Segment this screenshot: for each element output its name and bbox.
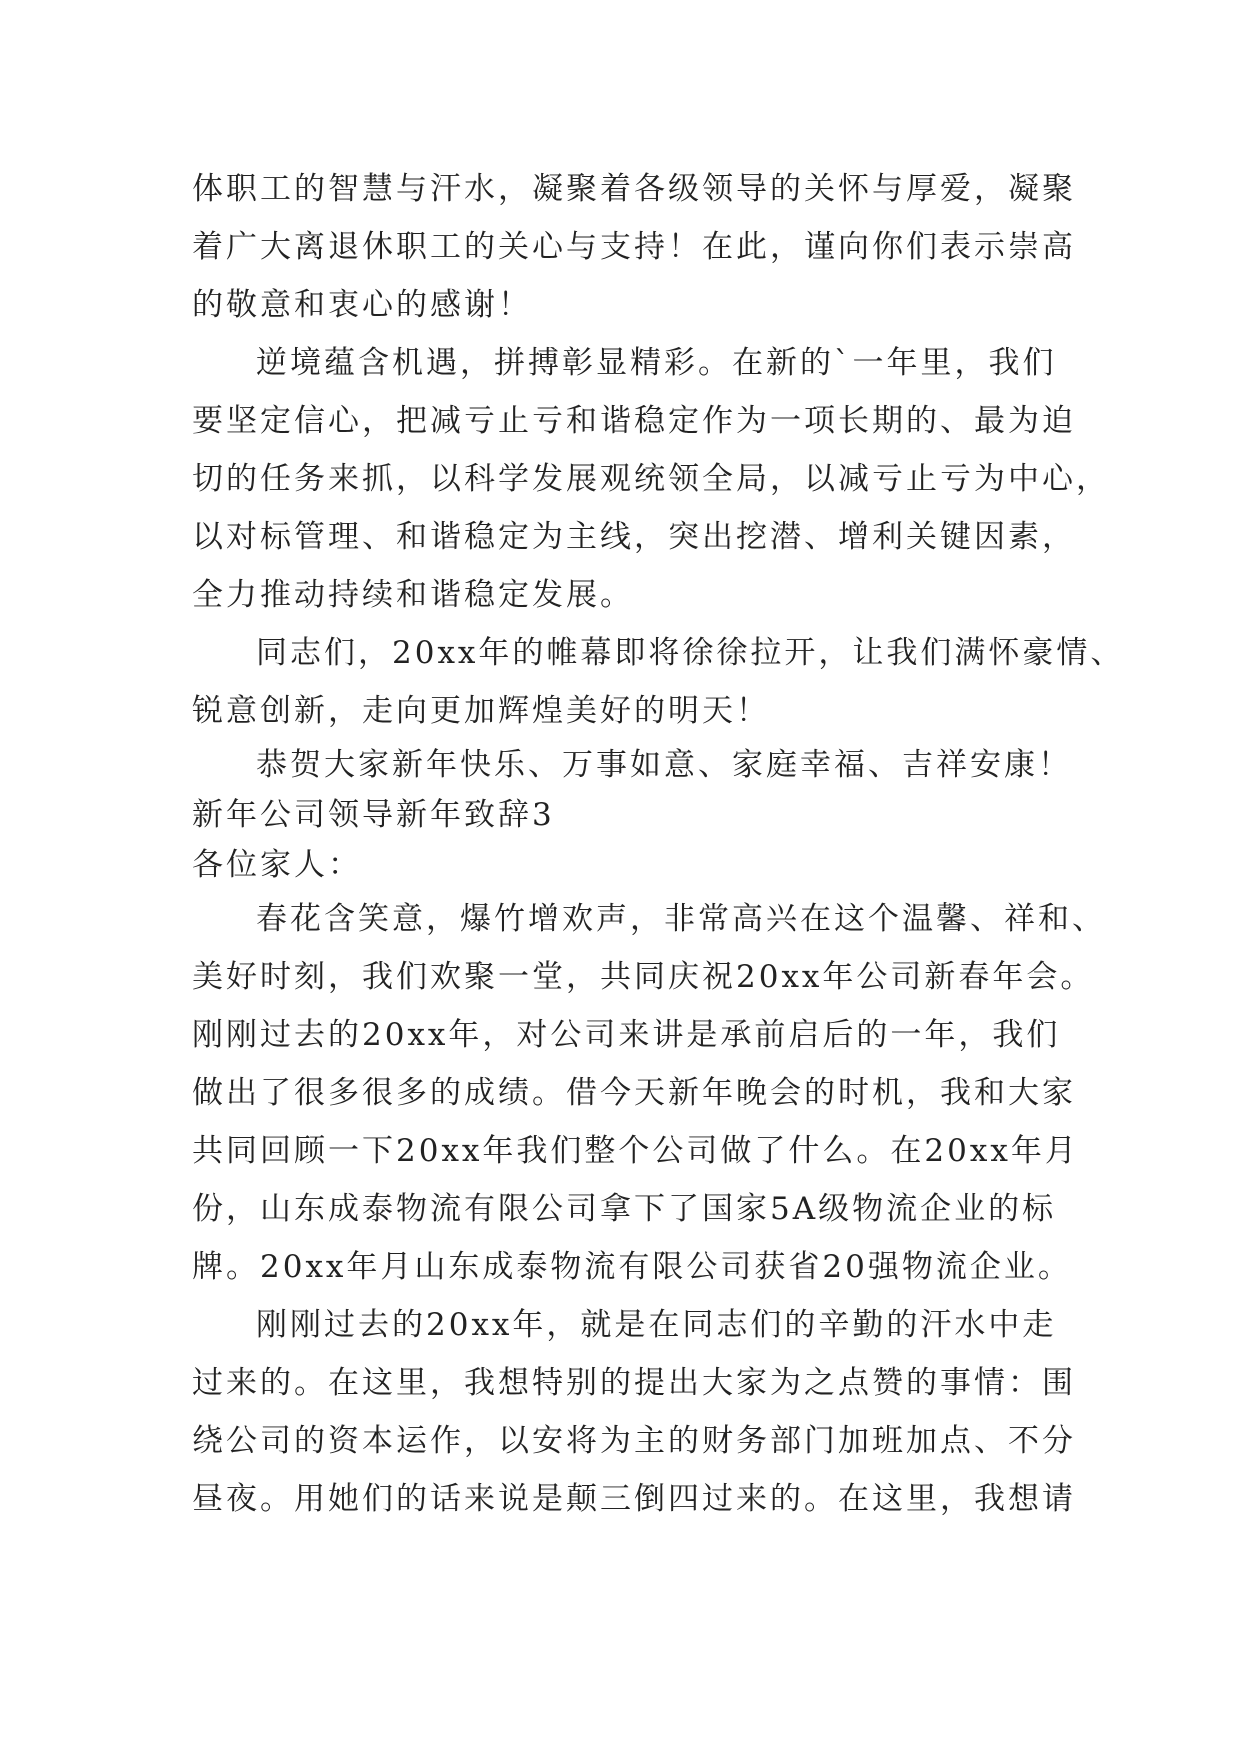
text-line: 美好时刻，我们欢聚一堂，共同庆祝20xx年公司新春年会。 [192,959,1095,995]
text-line: 锐意创新，走向更加辉煌美好的明天！ [192,693,770,729]
text-line: 全力推动持续和谐稳定发展。 [192,577,634,613]
text-line: 切的任务来抓，以科学发展观统领全局，以减亏止亏为中心， [192,461,1110,497]
text-line: 以对标管理、和谐稳定为主线，突出挖潜、增利关键因素， [192,519,1076,555]
text-line: 刚刚过去的20xx年，对公司来讲是承前启后的一年，我们 [192,1017,1061,1053]
text-line: 牌。20xx年月山东成泰物流有限公司获省20强物流企业。 [192,1249,1072,1285]
text-line: 做出了很多很多的成绩。借今天新年晚会的时机，我和大家 [192,1075,1076,1111]
text-line: 的敬意和衷心的感谢！ [192,287,532,323]
paragraph-start-line: 刚刚过去的20xx年，就是在同志们的辛勤的汗水中走 [256,1307,1057,1343]
salutation: 各位家人： [192,847,362,883]
text-line: 份，山东成泰物流有限公司拿下了国家5A级物流企业的标 [192,1191,1057,1227]
paragraph-start-line: 同志们，20xx年的帷幕即将徐徐拉开，让我们满怀豪情、 [256,635,1125,671]
section-title: 新年公司领导新年致辞3 [192,797,555,833]
text-line: 要坚定信心，把减亏止亏和谐稳定作为一项长期的、最为迫 [192,403,1076,439]
paragraph-start-line: 春花含笑意，爆竹增欢声，非常高兴在这个温馨、祥和、 [256,901,1106,937]
text-line: 过来的。在这里，我想特别的提出大家为之点赞的事情：围 [192,1365,1076,1401]
paragraph-start-line: 逆境蕴含机遇，拼搏彰显精彩。在新的`一年里，我们 [256,345,1057,381]
text-line: 体职工的智慧与汗水，凝聚着各级领导的关怀与厚爱，凝聚 [192,171,1076,207]
greeting-line: 恭贺大家新年快乐、万事如意、家庭幸福、吉祥安康！ [256,747,1072,783]
text-line: 昼夜。用她们的话来说是颠三倒四过来的。在这里，我想请 [192,1481,1076,1517]
text-line: 绕公司的资本运作，以安将为主的财务部门加班加点、不分 [192,1423,1076,1459]
text-line: 着广大离退休职工的关心与支持！在此，谨向你们表示崇高 [192,229,1076,265]
document-body [192,160,1125,1528]
text-line: 共同回顾一下20xx年我们整个公司做了什么。在20xx年月 [192,1133,1079,1169]
